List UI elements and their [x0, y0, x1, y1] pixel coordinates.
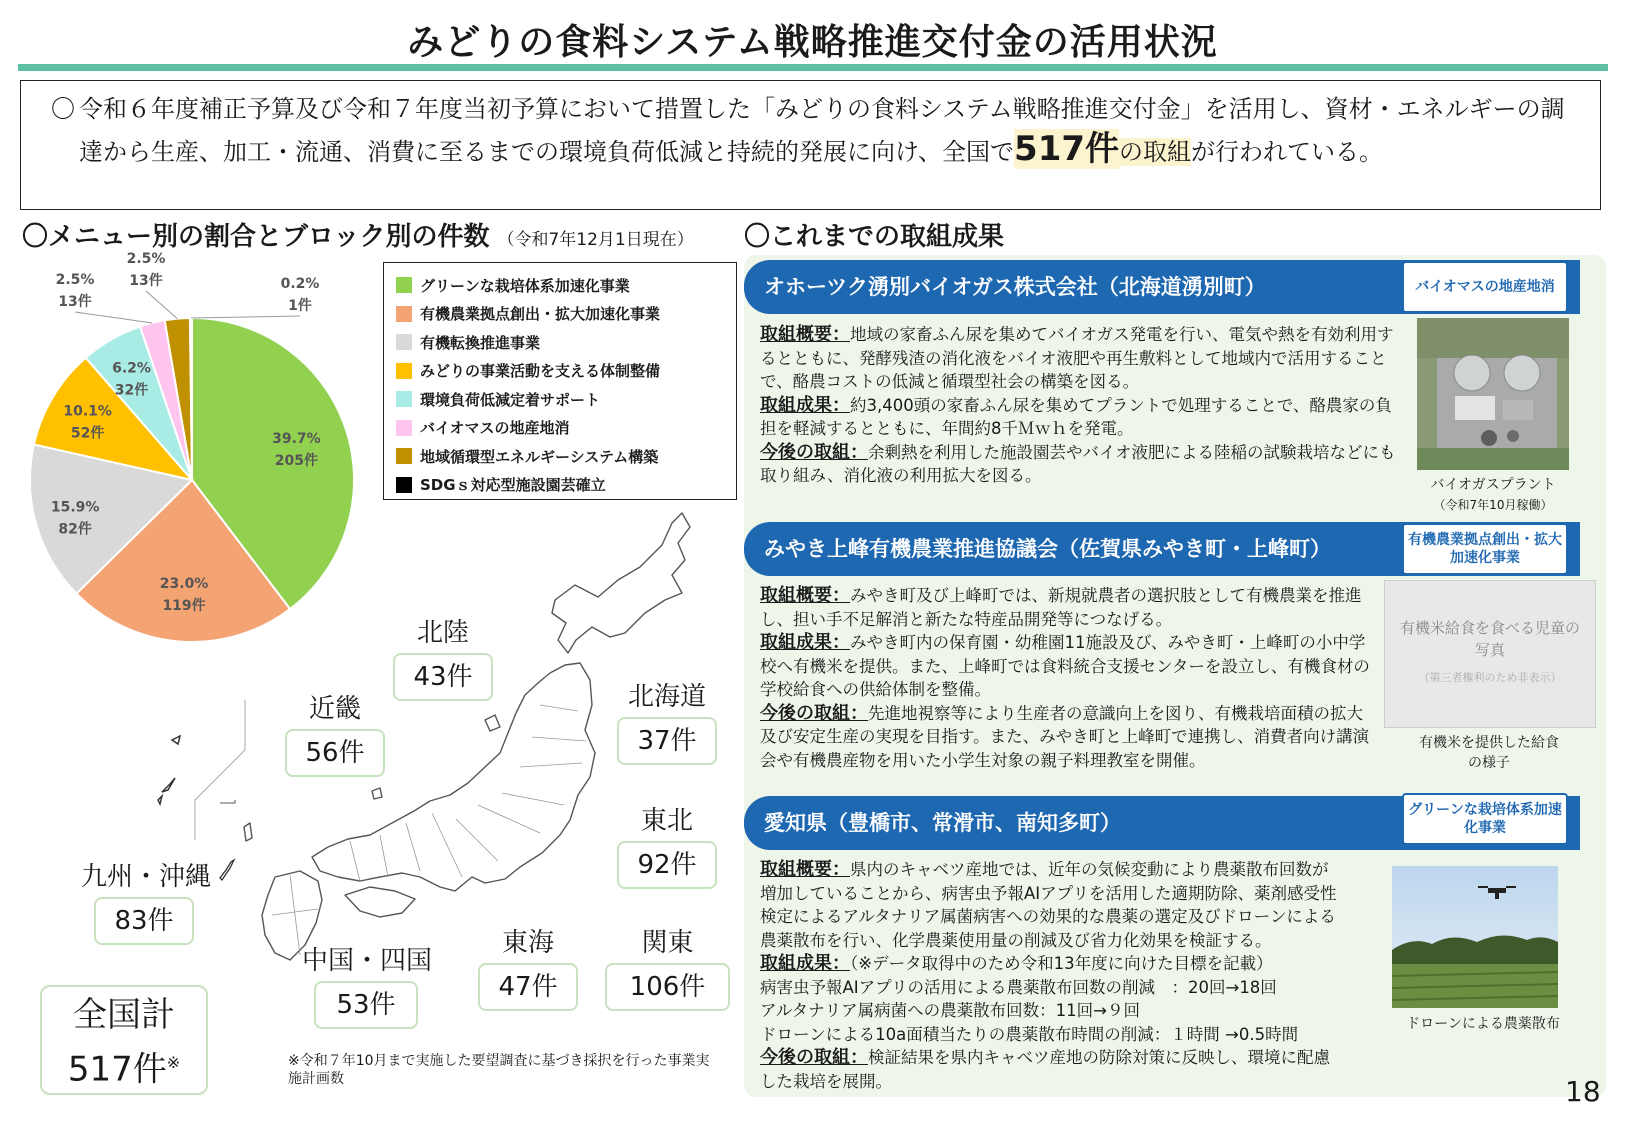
- case2-overview: みやき町及び上峰町では、新規就農者の選択肢として有機農業を推進し、担い手不足解消と新たな特産品開発等につなげる。: [760, 586, 1362, 629]
- pie-pct-label-2: 23.0%: [159, 575, 209, 592]
- national-total-label: 全国計: [73, 995, 175, 1035]
- case1-label-result: 取組成果：: [760, 394, 850, 416]
- page-title: みどりの食料システム戦略推進交付金の活用状況: [407, 22, 1218, 63]
- case3-result-3: ドローンによる10a面積当たりの農薬散布時間の削減：１時間 →0.5時間: [760, 1024, 1299, 1044]
- okinawa-inset: [150, 700, 250, 840]
- region-hokkaido-name: 北海道: [627, 682, 706, 712]
- summary-count: 517件: [1014, 129, 1120, 169]
- menu-breakdown-heading: [22, 216, 694, 253]
- legend-label-7: 地域循環型エネルギーシステム構築: [420, 447, 659, 466]
- pie-pct-label-6: 2.5%: [55, 272, 95, 288]
- pie-count-label-3: 82件: [58, 521, 92, 538]
- legend-label-1: グリーンな栽培体系加速化事業: [420, 276, 630, 295]
- region-hokuriku-count: 43件: [393, 653, 493, 701]
- legend-label-2: 有機農業拠点創出・拡大加速化事業: [420, 305, 661, 324]
- region-hokkaido: [617, 676, 717, 765]
- region-kanto-count: 106件: [605, 963, 730, 1011]
- legend-swatch-6: [396, 420, 412, 436]
- case1-text: [760, 323, 1400, 488]
- legend-item-6: [396, 414, 724, 443]
- case1-title-bar: オホーツク湧別バイオガス株式会社（北海道湧別町）: [744, 260, 1580, 314]
- hidden-photo-placeholder: [1384, 580, 1596, 728]
- legend-swatch-3: [396, 334, 412, 350]
- page-number: 18: [1565, 1075, 1601, 1108]
- region-tokai: [478, 922, 578, 1011]
- case3-menu-tag: グリーンな栽培体系加速化事業: [1402, 793, 1568, 845]
- case1-result: 約3,400頭の家畜ふん尿を集めてプラントで処理することで、酪農家の負担を軽減するとともに、年間約8千Ｍｗｈを発電。: [760, 395, 1392, 438]
- pie-leader-8: [191, 316, 300, 318]
- region-kinki-count: 56件: [285, 729, 385, 777]
- pie-count-label-5: 32件: [114, 382, 149, 399]
- region-kyushu-okinawa: [76, 856, 216, 945]
- summary-text-1: 令和６年度補正予算及び令和７年度当初予算において措置した「みどりの食料システム戦略推進交付金」を活用し、資材・エネルギーの調達から生産、加工・流通、消費に至るまでの環境負荷低減と持続的発展に向け、全国で: [79, 95, 1565, 166]
- pie-leader-7: [146, 291, 177, 319]
- region-kanto: [605, 922, 730, 1011]
- case3-result-note: （※データ取得中のため令和13年度に向けた目標を記載）: [850, 954, 1273, 973]
- legend-item-3: [396, 328, 724, 357]
- case3-text: [760, 858, 1340, 1093]
- pie-count-label-1: 205件: [274, 452, 319, 469]
- case1-menu-tag: バイオマスの地産地消: [1402, 261, 1568, 313]
- pie-pct-label-7: 2.5%: [126, 251, 166, 267]
- case2-label-result: 取組成果：: [760, 632, 850, 653]
- region-kinki-name: 近畿: [308, 694, 361, 724]
- legend-swatch-5: [396, 391, 412, 407]
- map-shikoku: [345, 887, 415, 917]
- legend-label-6: バイオマスの地産地消: [420, 419, 570, 438]
- region-chugoku-name: 中国・四国: [302, 946, 433, 976]
- case2-future: 先進地視察等により生産者の意識向上を図り、有機栽培面積の拡大及び安定生産の実現を目指す。また、みやき町と上峰町で連携し、消費者向け講演会や有機農産物を用いた小学生対象の親子料理教室を開催。: [760, 703, 1370, 770]
- legend-item-5: [396, 385, 724, 414]
- region-hokuriku-name: 北陸: [416, 618, 469, 648]
- region-chugoku-count: 53件: [314, 981, 418, 1029]
- map-hokkaido: [552, 513, 690, 653]
- region-tohoku: [617, 800, 717, 889]
- case3-result-1: 病害虫予報AIアプリの活用による農薬散布回数の削減 ：20回→18回: [760, 977, 1277, 997]
- legend-label-3: 有機転換推進事業: [420, 333, 541, 352]
- legend-item-4: [396, 357, 724, 386]
- region-tohoku-name: 東北: [640, 806, 693, 836]
- legend-item-8: [396, 471, 724, 500]
- case3-label-future: 今後の取組：: [760, 1047, 868, 1068]
- pie-count-label-8: 1件: [288, 298, 312, 314]
- region-kanto-name: 関東: [641, 928, 694, 958]
- region-hokkaido-count: 37件: [617, 717, 717, 765]
- menu-breakdown-title: 〇メニュー別の割合とブロック別の件数: [22, 222, 490, 252]
- case1-overview: 地域の家畜ふん尿を集めてバイオガス発電を行い、電気や熱を有効利用するとともに、発酵残渣の消化液をバイオ液肥や再生敷料として地域内で活用することで、酪農コストの低減と循環型社会の構築を図る。: [760, 325, 1394, 391]
- title-underline: [18, 64, 1608, 71]
- case3-overview: 県内のキャベツ産地では、近年の気候変動により農薬散布回数が増加していることから、病害虫予報AIアプリを活用した適期防除、薬剤感受性検定によるアルタナリア属菌病害への効果的な農薬の選定及びドローンによる農薬散布を行い、化学農薬使用量の削減及び省力化効果を検証する。: [760, 860, 1337, 950]
- case1-caption-sub: （令和7年10月稼働）: [1433, 498, 1553, 512]
- map-oki: [372, 788, 382, 799]
- pie-count-label-4: 52件: [70, 425, 105, 442]
- pie-pct-label-4: 10.1%: [63, 403, 112, 420]
- map-sado: [485, 715, 500, 731]
- legend-swatch-8: [396, 477, 412, 493]
- case1-future: 余剰熱を利用した施設園芸やバイオ液肥による陸稲の試験栽培などにも取り組み、消化液の利用拡大を図る。: [760, 442, 1396, 485]
- case3-future: 検証結果を県内キャベツ産地の防除対策に反映し、環境に配慮した栽培を展開。: [760, 1048, 1330, 1091]
- okinawa-island-icon: [218, 858, 238, 882]
- case2-label-overview: 取組概要：: [760, 585, 850, 606]
- bullet-circle: 〇: [51, 95, 75, 123]
- legend-item-7: [396, 442, 724, 471]
- case1-caption: [1400, 475, 1586, 515]
- summary-text-3: が行われている。: [1191, 138, 1384, 166]
- pie-leader-6: [75, 312, 152, 323]
- pie-pct-label-3: 15.9%: [50, 499, 100, 516]
- footnote: ※令和７年10月まで実施した要望調査に基づき採択を行った事業実施計画数: [288, 1053, 710, 1087]
- national-total: [40, 985, 208, 1095]
- case2-menu-tag: 有機農業拠点創出・拡大加速化事業: [1402, 523, 1568, 575]
- case2-title-bar: みやき上峰有機農業推進協議会（佐賀県みやき町・上峰町）: [744, 522, 1580, 576]
- region-kyushu-name: 九州・沖縄: [80, 862, 211, 892]
- as-of-date: （令和7年12月1日現在）: [497, 230, 694, 250]
- legend-swatch-2: [396, 306, 412, 322]
- case1-caption-main: バイオガスプラント: [1430, 477, 1556, 493]
- pie-count-label-2: 119件: [162, 597, 206, 614]
- legend-items: [396, 271, 724, 499]
- pie-pct-label-8: 0.2%: [280, 276, 320, 292]
- pie-pct-label-1: 39.7%: [272, 430, 321, 447]
- biogas-plant-photo: [1417, 318, 1569, 470]
- region-kyushu-count: 83件: [94, 897, 194, 945]
- case1-label-future: 今後の取組：: [760, 441, 868, 463]
- case3-label-result: 取組成果：: [760, 953, 850, 974]
- region-tokai-name: 東海: [501, 928, 554, 958]
- region-tohoku-count: 92件: [617, 841, 717, 889]
- legend-swatch-7: [396, 448, 412, 464]
- pie-legend: [383, 262, 737, 500]
- national-total-count: 517件: [67, 1049, 167, 1090]
- legend-label-4: みどりの事業活動を支える体制整備: [420, 362, 661, 381]
- national-total-mark: ※: [166, 1053, 181, 1072]
- pie-count-label-7: 13件: [129, 273, 163, 289]
- legend-swatch-1: [396, 277, 412, 293]
- legend-label-5: 環境負荷低減定着サポート: [420, 390, 601, 409]
- region-chugoku-shikoku: [302, 940, 432, 1029]
- photo-placeholder-note: （第三者権利のため非表示）: [1418, 671, 1562, 684]
- case3-result-2: アルタナリア属病菌への農薬散布回数：11回→９回: [760, 1001, 1141, 1020]
- region-tokai-count: 47件: [478, 963, 578, 1011]
- pie-count-label-6: 13件: [58, 294, 92, 310]
- photo-placeholder-text: 有機米給食を食べる児童の写真: [1399, 619, 1580, 659]
- legend-swatch-4: [396, 363, 412, 379]
- drone-spraying-photo: [1392, 866, 1558, 1008]
- case3-label-overview: 取組概要：: [760, 859, 850, 880]
- case2-caption: 有機米を提供した給食の様子: [1419, 735, 1559, 771]
- region-hokuriku: [393, 612, 493, 701]
- summary-text-2: の取組: [1119, 138, 1192, 166]
- legend-label-8: SDGｓ対応型施設園芸確立: [420, 476, 606, 495]
- results-heading: 〇これまでの取組成果: [744, 222, 1005, 252]
- case2-label-future: 今後の取組：: [760, 702, 868, 724]
- pie-pct-label-5: 6.2%: [112, 360, 151, 377]
- region-kinki: [285, 688, 385, 777]
- legend-item-2: [396, 300, 724, 329]
- summary-box: [20, 80, 1601, 210]
- legend-item-1: [396, 271, 724, 300]
- case2-text: [760, 584, 1372, 772]
- case3-caption: ドローンによる農薬散布: [1406, 1016, 1560, 1032]
- case2-result: みやき町内の保育園・幼稚園11施設及び、みやき町・上峰町の小中学校へ有機米を提供。また、上峰町では食料統合支援センターを設立し、有機食材の学校給食への供給体制を整備。: [760, 633, 1370, 699]
- case1-label-overview: 取組概要：: [760, 324, 850, 345]
- case3-title-bar: 愛知県（豊橋市、常滑市、南知多町）: [744, 796, 1580, 850]
